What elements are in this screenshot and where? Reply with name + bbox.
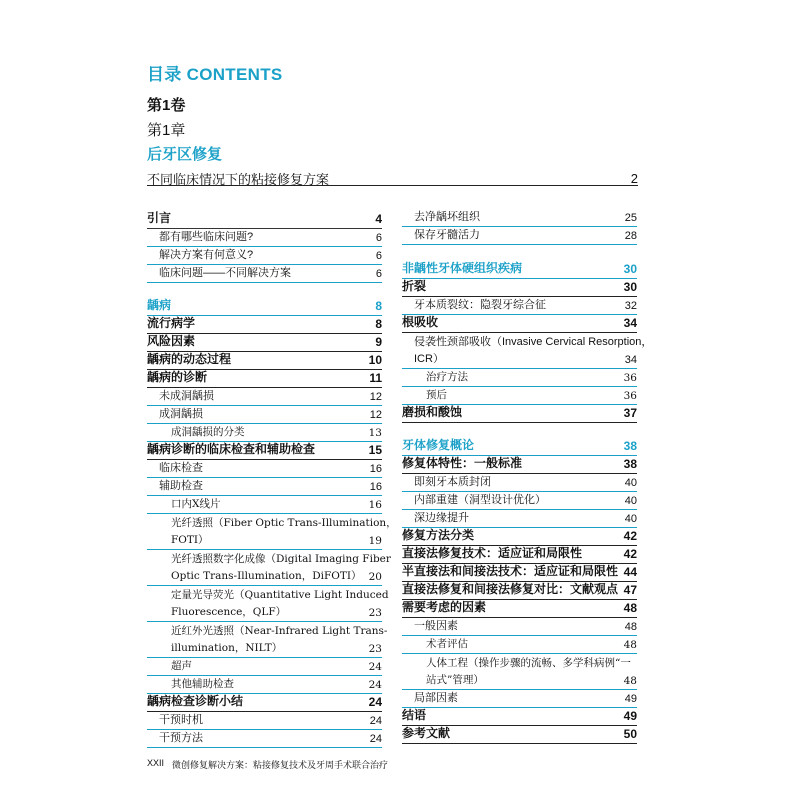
toc-entry[interactable]	[147, 712, 382, 730]
toc-entry-title: 站式”管理）	[426, 674, 484, 686]
toc-entry-title: 根吸收	[402, 315, 439, 329]
toc-entry[interactable]	[402, 726, 637, 744]
toc-entry-line[interactable]	[147, 586, 389, 604]
toc-entry-title: illumination，NILT）	[171, 642, 283, 654]
toc-entry[interactable]	[147, 532, 382, 550]
toc-entry-title: 辅助检查	[159, 480, 203, 492]
toc-entry-page: 49	[623, 709, 637, 723]
toc-entry-page: 30	[623, 262, 637, 276]
toc-entry-title: Fluorescence，QLF）	[171, 606, 287, 618]
toc-entry[interactable]	[402, 600, 637, 618]
toc-entry-intro[interactable]	[147, 211, 382, 229]
chapter-title: 后牙区修复	[147, 146, 223, 163]
toc-entry-page: 25	[624, 212, 637, 224]
toc-entry[interactable]	[147, 370, 382, 388]
toc-entry[interactable]	[402, 315, 637, 333]
toc-entry-page: 48	[623, 601, 637, 615]
volume-label: 第1卷	[147, 97, 186, 114]
toc-entry-title: 干预时机	[159, 714, 203, 726]
toc-entry[interactable]	[147, 694, 382, 712]
toc-entry-page: 4	[375, 212, 382, 226]
chapter-subtitle-page: 2	[630, 170, 638, 186]
toc-entry-page: 30	[623, 280, 637, 294]
toc-entry-page: 40	[624, 513, 637, 525]
toc-entry-page: 36	[623, 372, 637, 384]
toc-entry[interactable]	[147, 604, 382, 622]
toc-entry-title: 保存牙髓活力	[414, 229, 480, 241]
toc-entry-title: 去净龋坏组织	[414, 211, 480, 223]
toc-entry-page: 16	[369, 463, 382, 475]
toc-entry[interactable]	[147, 568, 382, 586]
toc-entry-page: 34	[624, 354, 637, 366]
toc-entry[interactable]	[147, 247, 382, 265]
toc-entry-page: 37	[623, 406, 637, 420]
toc-entry-title: 龋病诊断的临床检查和辅助检查	[147, 442, 316, 456]
toc-entry-title: 牙本质裂纹：隐裂牙综合征	[414, 299, 546, 311]
book-title: 微创修复解决方案：粘接修复技术及牙周手术联合治疗	[172, 760, 389, 770]
toc-entry-page: 50	[623, 727, 637, 741]
toc-entry-title: 龋病的诊断	[147, 370, 208, 384]
toc-entry-page: 23	[368, 643, 382, 655]
toc-entry-title: 非龋性牙体硬组织疾病	[402, 261, 523, 275]
page-number: XXII	[147, 758, 165, 768]
toc-entry[interactable]	[147, 265, 382, 283]
toc-entry[interactable]	[147, 478, 382, 496]
toc-entry-line[interactable]	[147, 622, 388, 640]
toc-entry-page: 16	[368, 499, 382, 511]
toc-entry[interactable]	[147, 388, 382, 406]
toc-entry-title: 术者评估	[426, 638, 468, 650]
toc-entry-page: 48	[623, 675, 637, 687]
toc-entry-title: 即刻牙本质封闭	[414, 476, 491, 488]
toc-entry-title: 治疗方法	[426, 371, 468, 383]
toc-entry-title: 局部因素	[414, 692, 458, 704]
toc-entry-title: 牙体修复概论	[402, 438, 475, 452]
toc-entry-title: 直接法修复技术：适应证和局限性	[402, 546, 583, 560]
toc-entry-page: 40	[624, 495, 637, 507]
toc-entry-title: 干预方法	[159, 732, 203, 744]
toc-entry-title: 风险因素	[147, 334, 196, 348]
toc-entry-title: 参考文献	[402, 726, 451, 740]
toc-entry[interactable]	[402, 209, 637, 227]
toc-entry-title: 定量光导荧光（Quantitative Light Induced	[171, 589, 389, 601]
toc-entry-title: 其他辅助检查	[171, 678, 234, 690]
toc-entry-page: 24	[368, 679, 382, 691]
toc-entry-page: 24	[369, 733, 382, 745]
toc-entry-line[interactable]	[147, 514, 397, 532]
toc-entry-title: 成洞龋损的分类	[171, 426, 245, 438]
toc-entry-title: 引言	[147, 211, 172, 225]
toc-entry-page: 8	[375, 299, 382, 313]
toc-entry-page: 47	[623, 583, 637, 597]
toc-entry[interactable]	[402, 227, 637, 245]
toc-entry[interactable]	[402, 492, 637, 510]
toc-entry[interactable]	[147, 460, 382, 478]
toc-entry-title: FOTI）	[171, 534, 209, 546]
toc-entry[interactable]	[147, 442, 382, 460]
toc-entry[interactable]	[402, 351, 637, 369]
toc-entry-title: 人体工程（操作步骤的流畅、多学科病例“一	[426, 657, 631, 669]
toc-entry[interactable]	[147, 640, 382, 658]
toc-entry-title: 成洞龋损	[159, 408, 203, 420]
toc-entry-page: 38	[623, 439, 637, 453]
toc-section-noncarious[interactable]	[402, 261, 637, 279]
toc-entry[interactable]	[402, 618, 637, 636]
toc-entry-title: 解决方案有何意义?	[159, 249, 254, 261]
toc-entry-page: 32	[624, 300, 637, 312]
toc-entry-page: 24	[368, 661, 382, 673]
toc-entry-page: 40	[624, 477, 637, 489]
toc-entry-page: 38	[623, 457, 637, 471]
subtitle-divider	[147, 185, 638, 186]
page-footer	[147, 758, 388, 771]
toc-entry-title: 修复方法分类	[402, 528, 475, 542]
toc-entry[interactable]	[402, 369, 637, 387]
chapter-label: 第1章	[147, 122, 186, 139]
toc-entry[interactable]	[147, 406, 382, 424]
toc-entry-title: 光纤透照数字化成像（Digital Imaging Fiber	[171, 553, 391, 565]
toc-entry[interactable]	[402, 279, 637, 297]
toc-entry-title: 未成洞龋损	[159, 390, 214, 402]
toc-entry-title: 流行病学	[147, 316, 196, 330]
toc-entry[interactable]	[147, 658, 382, 676]
toc-entry[interactable]	[147, 229, 382, 247]
toc-entry-page: 42	[623, 547, 637, 561]
toc-entry[interactable]	[402, 474, 637, 492]
toc-entry-page: 12	[369, 391, 382, 403]
toc-entry-page: 6	[375, 268, 382, 280]
toc-entry[interactable]	[402, 405, 637, 423]
toc-entry-title: 都有哪些临床问题?	[159, 231, 254, 243]
toc-entry[interactable]	[147, 730, 382, 748]
toc-entry-title: 近红外光透照（Near-Infrared Light Trans-	[171, 625, 388, 637]
toc-entry-page: 10	[368, 353, 382, 367]
toc-entry[interactable]	[402, 690, 637, 708]
toc-entry-title: 一般因素	[414, 620, 458, 632]
toc-entry[interactable]	[147, 496, 382, 514]
toc-entry-title: 磨损和酸蚀	[402, 405, 463, 419]
toc-entry-page: 19	[368, 535, 382, 547]
toc-entry-title: ICR）	[414, 353, 444, 365]
toc-entry[interactable]	[402, 456, 637, 474]
toc-entry-title: 需要考虑的因素	[402, 600, 487, 614]
toc-entry-title: 龋病	[147, 298, 172, 312]
toc-entry-page: 36	[623, 390, 637, 402]
toc-entry[interactable]	[402, 636, 637, 654]
toc-entry-page: 6	[375, 232, 382, 244]
toc-entry-title: 内部重建（洞型设计优化）	[414, 494, 546, 506]
toc-entry-line[interactable]	[402, 654, 637, 672]
toc-entry-title: 超声	[171, 660, 192, 672]
toc-entry-title: 直接法修复和间接法修复对比：文献观点	[402, 582, 619, 596]
toc-entry-page: 16	[369, 481, 382, 493]
toc-entry-page: 12	[369, 409, 382, 421]
toc-entry-page: 28	[624, 230, 637, 242]
toc-entry-page: 42	[623, 529, 637, 543]
toc-entry-line[interactable]	[402, 333, 653, 351]
toc-entry-title: 侵袭性颈部吸收（Invasive Cervical Resorption，	[414, 336, 653, 348]
toc-entry-page: 49	[624, 693, 637, 705]
toc-entry-page: 24	[368, 695, 382, 709]
toc-entry-page: 48	[623, 639, 637, 651]
toc-entry-title: 深边缘提升	[414, 512, 469, 524]
toc-entry-title: 光纤透照（Fiber Optic Trans-Illumination，	[171, 517, 397, 529]
toc-entry-page: 15	[368, 443, 382, 457]
chapter-subtitle: 不同临床情况下的粘接修复方案	[147, 171, 330, 187]
toc-entry-title: 预后	[426, 389, 447, 401]
toc-entry-line[interactable]	[147, 550, 391, 568]
toc-entry-title: 临床问题——不同解决方案	[159, 267, 291, 279]
toc-entry-page: 34	[623, 316, 637, 330]
toc-entry-title: 半直接法和间接法技术：适应证和局限性	[402, 564, 619, 578]
toc-entry-title: 临床检查	[159, 462, 203, 474]
toc-entry-page: 23	[368, 607, 382, 619]
toc-entry-title: 龋病检查诊断小结	[147, 694, 244, 708]
toc-entry-page: 13	[368, 427, 382, 439]
toc-entry-page: 44	[623, 565, 637, 579]
contents-title: 目录 CONTENTS	[147, 65, 283, 84]
toc-entry-title: 口内X线片	[171, 498, 221, 510]
toc-entry-title: 龋病的动态过程	[147, 352, 232, 366]
toc-entry-title: Optic Trans-Illumination，DiFOTI）	[171, 570, 362, 582]
toc-entry-title: 结语	[402, 708, 427, 722]
toc-entry-title: 修复体特性：一般标准	[402, 456, 523, 470]
toc-entry-page: 8	[375, 317, 382, 331]
toc-entry-page: 9	[375, 335, 382, 349]
toc-entry-page: 20	[368, 571, 382, 583]
toc-entry-page: 11	[369, 371, 382, 385]
toc-entry[interactable]	[402, 672, 637, 690]
toc-entry-page: 24	[369, 715, 382, 727]
toc-entry-title: 折裂	[402, 279, 427, 293]
toc-entry-page: 48	[624, 621, 637, 633]
toc-entry-page: 6	[375, 250, 382, 262]
